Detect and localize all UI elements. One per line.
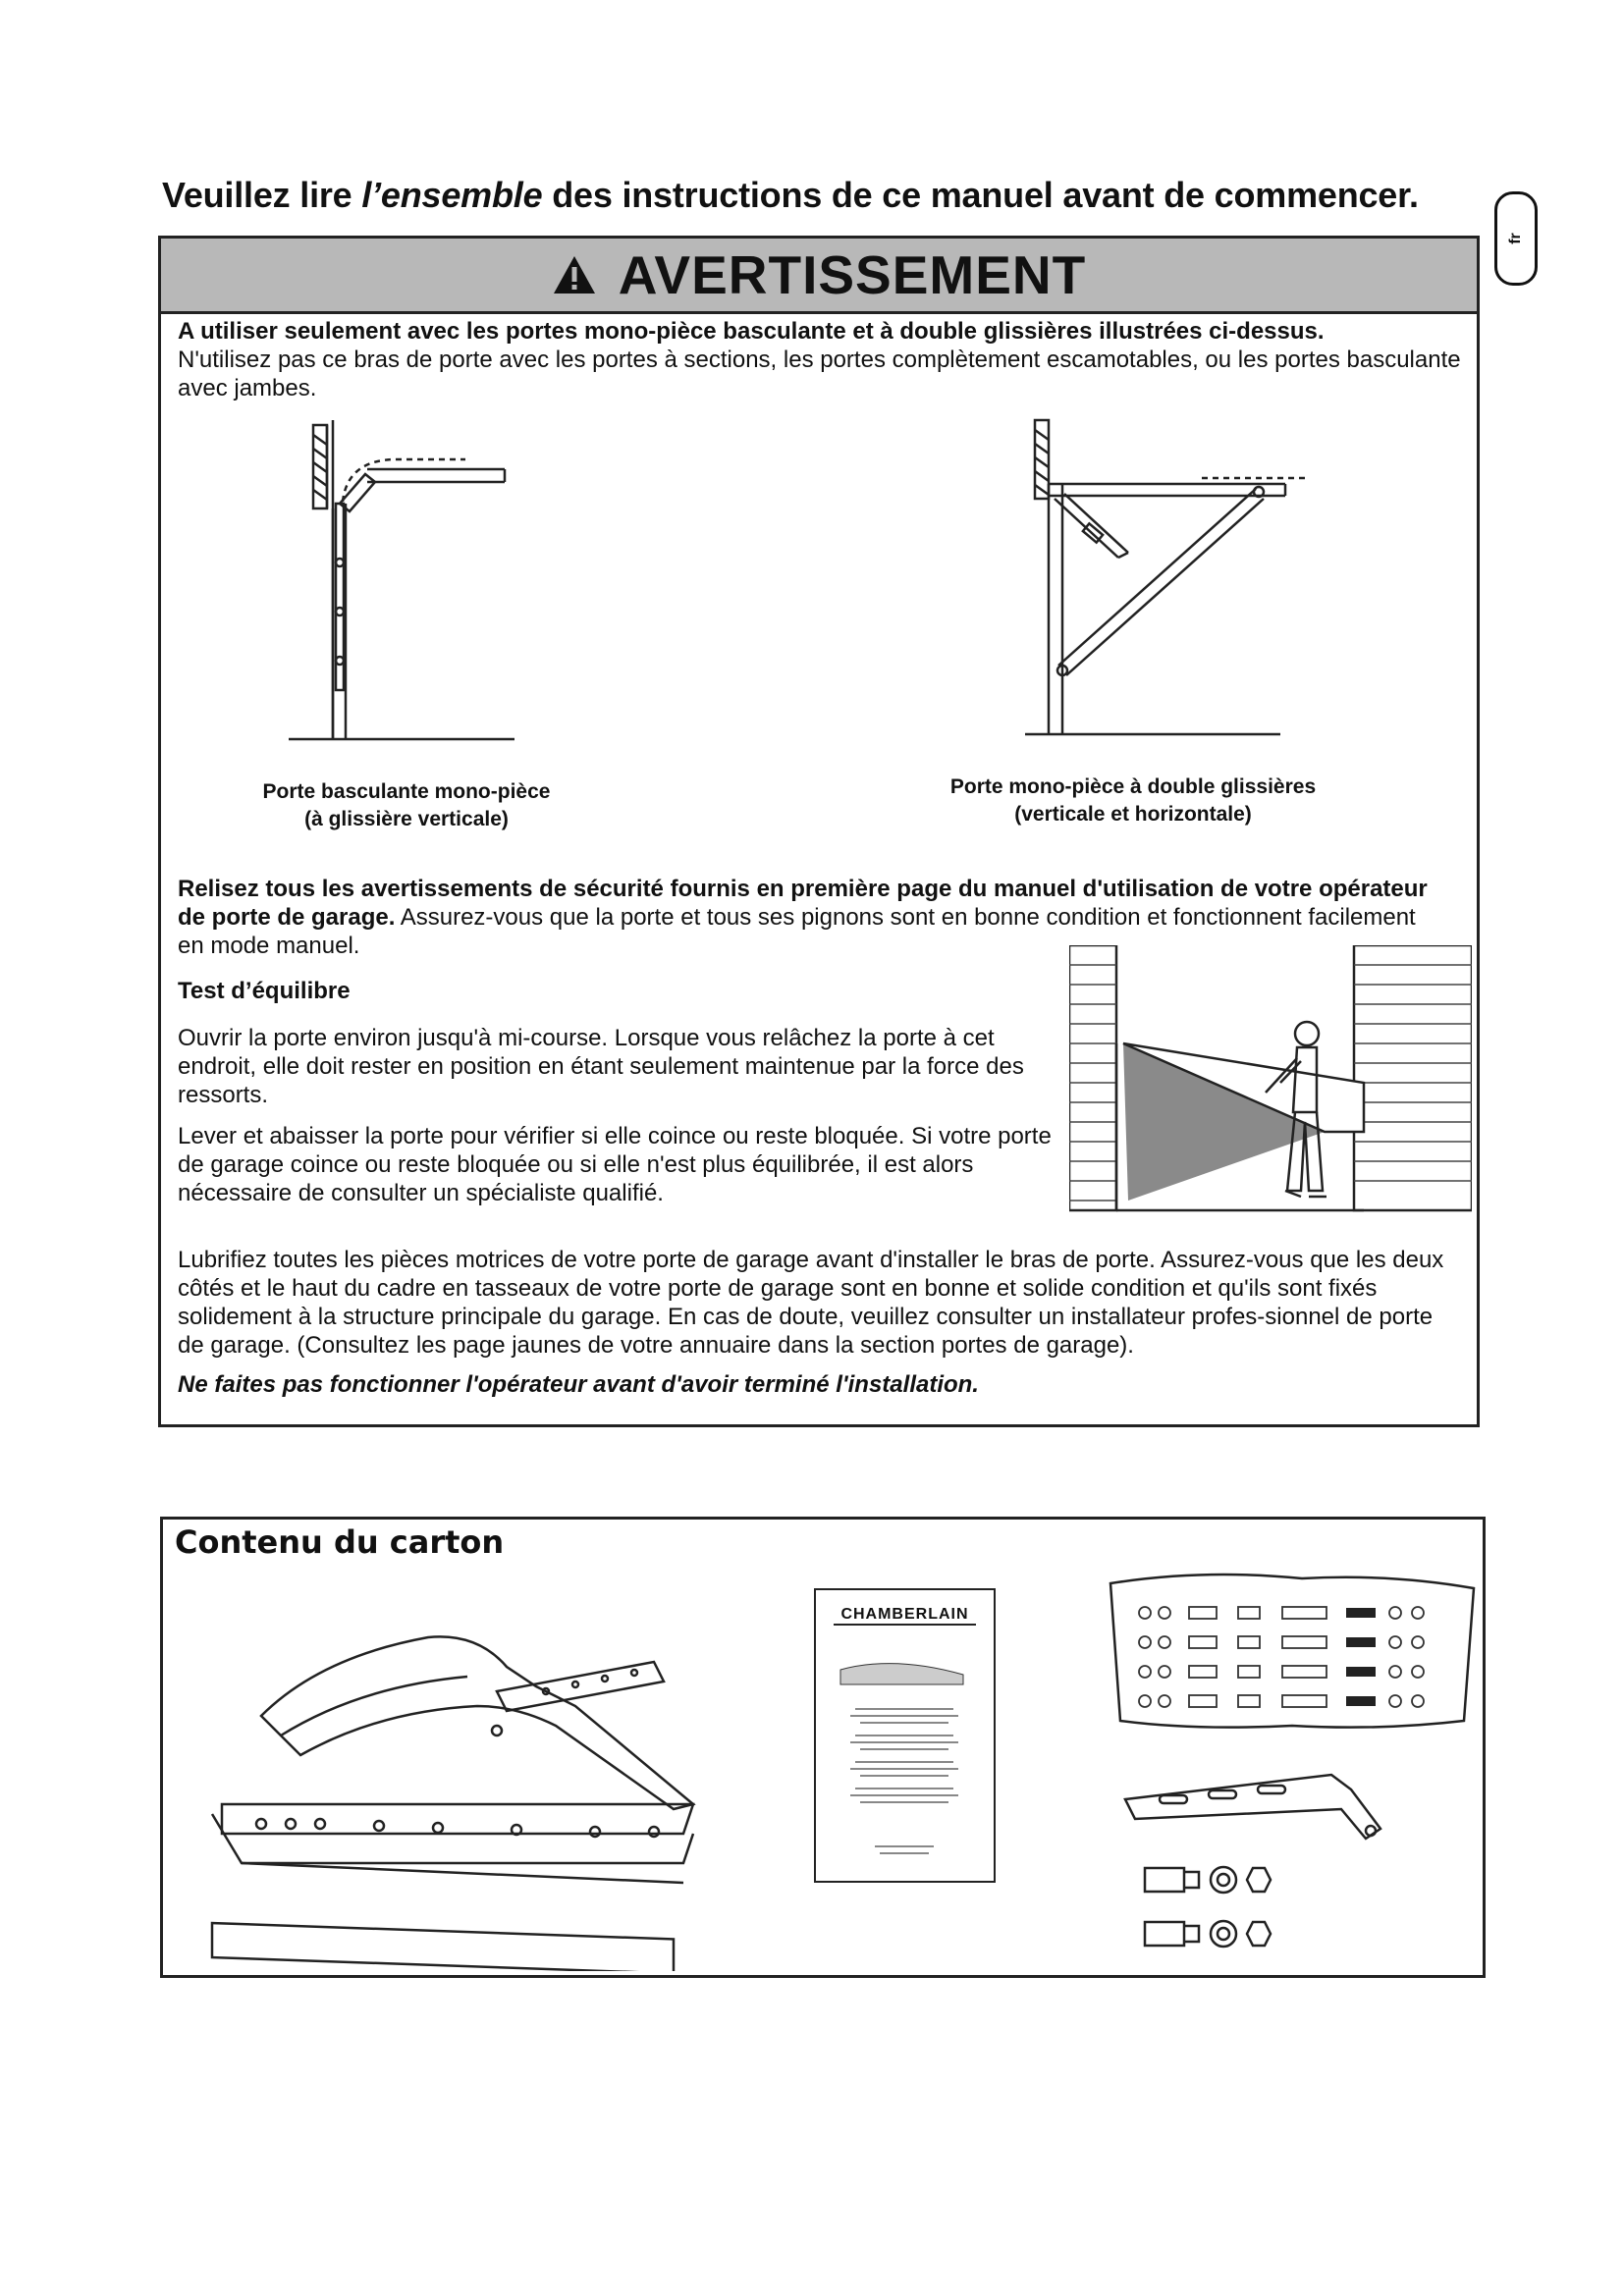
- balance-test-title: Test d’équilibre: [178, 978, 351, 1004]
- warning-box: [158, 236, 1480, 1427]
- caption-double-track-line1: Porte mono-pièce à double glissières: [949, 775, 1317, 798]
- caption-tilt-door-line2: (à glissière verticale): [304, 808, 509, 830]
- heading-suffix: des instructions de ce manuel avant de commencer.: [552, 175, 1419, 215]
- reread-warnings-rest: Assurez-vous que la porte et tous ses pignons sont en bonne condition et fonctionnent facilement en mode manuel.: [178, 904, 1416, 959]
- warning-banner: [161, 239, 1477, 314]
- final-warning: Ne faites pas fonctionner l'opérateur avant d'avoir terminé l'installation.: [178, 1371, 979, 1398]
- page-heading: [162, 175, 1419, 216]
- carton-contents-title: Contenu du carton: [175, 1523, 505, 1561]
- language-tab: [1494, 191, 1538, 286]
- door-arm-illustration: [183, 1598, 772, 1971]
- lubrication-instructions: Lubrifiez toutes les pièces motrices de votre porte de garage avant d'installer le bras de porte. Assurez-vous que les deux côtés et le haut du cadre en tasseaux de votre porte de garage sont en bonne et solide condition et qu'ils sont fixés solidement à la structure principale du garage. En cas de doute, veuillez consulter un installateur profes-sionnel de porte de garage. (Consultez les page jaunes de votre annuaire dans la section portes de garage).: [178, 1247, 1444, 1359]
- caption-double-track-door: [937, 774, 1329, 828]
- warning-title: AVERTISSEMENT: [618, 244, 1087, 305]
- balance-test-paragraph-2: Lever et abaisser la porte pour vérifier si elle coince ou reste bloquée. Si votre porte de garage coince ou reste bloquée ou si elle n'est plus équilibrée, il est alors nécessaire de consulter un spécialiste qualifié.: [178, 1123, 1052, 1206]
- heading-emphasis: l’ensemble: [361, 175, 543, 215]
- manual-text-lines: [816, 1626, 994, 1871]
- usage-restriction: A utiliser seulement avec les portes mono-pièce basculante et à double glissières illustrées ci-dessus.: [178, 318, 1325, 345]
- warning-triangle-icon: [552, 254, 597, 295]
- language-code: fr: [1507, 233, 1524, 244]
- hardware-kit-illustration: [1106, 1564, 1479, 1966]
- carton-contents-box: [160, 1517, 1486, 1978]
- reread-warnings-bold: Relisez tous les avertissements de sécurité fournis en première page du manuel d'utilisation de votre opérateur de porte de garage.: [178, 876, 1428, 931]
- caption-tilt-door: [249, 778, 564, 833]
- usage-note: N'utilisez pas ce bras de porte avec les portes à sections, les portes complètement escamotables, ou les portes basculante avec jambes.: [178, 347, 1461, 401]
- caption-tilt-door-line1: Porte basculante mono-pièce: [262, 780, 551, 803]
- tilt-door-diagram: [289, 415, 573, 759]
- manual-brand: CHAMBERLAIN: [834, 1606, 976, 1626]
- caption-double-track-line2: (verticale et horizontale): [1014, 803, 1252, 826]
- manual-booklet: [814, 1588, 996, 1883]
- balance-test-illustration: [1069, 945, 1472, 1220]
- heading-prefix: Veuillez lire: [162, 175, 352, 215]
- balance-test-paragraph-1: Ouvrir la porte environ jusqu'à mi-course. Lorsque vous relâchez la porte à cet endroit, elle doit rester en position en étant seulement maintenue par la force des ressorts.: [178, 1025, 1024, 1108]
- double-track-door-diagram: [1025, 415, 1320, 759]
